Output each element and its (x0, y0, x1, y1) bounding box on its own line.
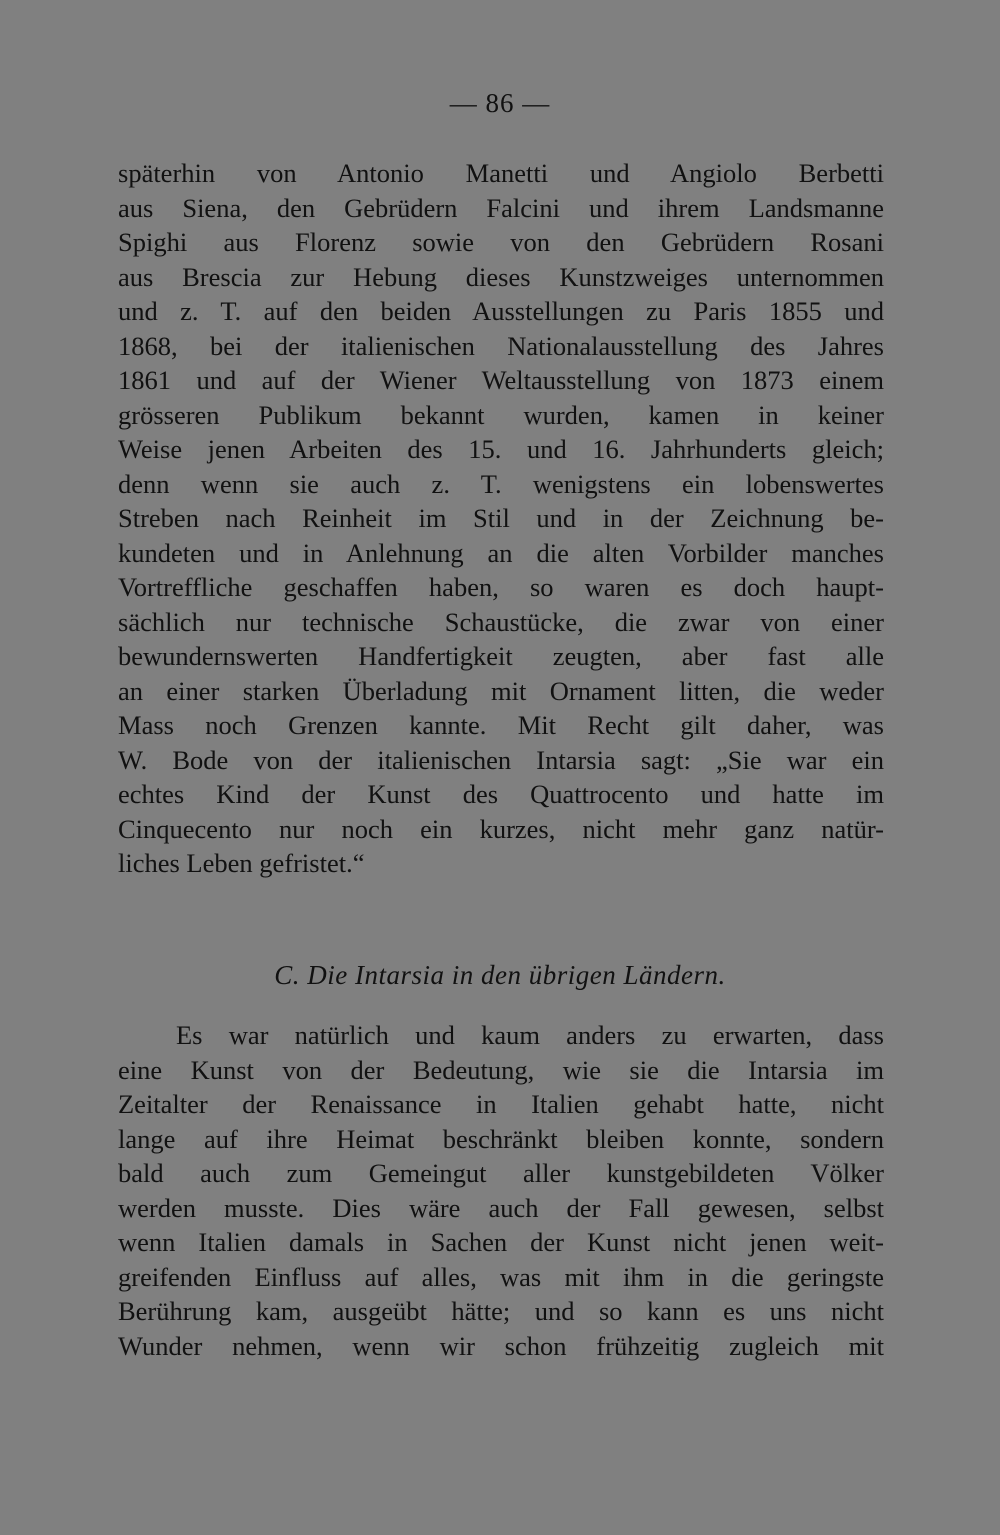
text-line: Cinquecento nur noch ein kurzes, nicht mehr ganz natür- (118, 813, 884, 844)
paragraph-2 (118, 1018, 884, 1363)
text-line: sächlich nur technische Schaustücke, die zwar von einer (118, 606, 884, 637)
text-line: und z. T. auf den beiden Ausstellungen zu Paris 1855 und (118, 296, 884, 326)
text-line: 1861 und auf der Wiener Weltausstellung von 1873 einem (118, 365, 884, 395)
text-line: 1868, bei der italienischen Nationalausstellung des Jahres (118, 330, 884, 361)
text-line: greifenden Einfluss auf alles, was mit ihm in die geringste (118, 1261, 884, 1292)
text-line: bald auch zum Gemeingut aller kunstgebildeten Völker (118, 1158, 884, 1188)
paragraph-1 (118, 156, 884, 881)
text-line: Zeitalter der Renaissance in Italien gehabt hatte, nicht (118, 1089, 884, 1119)
text-line: wenn Italien damals in Sachen der Kunst nicht jenen weit- (118, 1227, 884, 1257)
text-line: denn wenn sie auch z. T. wenigstens ein lobenswertes (118, 468, 884, 499)
text-line: bewundernswerten Handfertigkeit zeugten, aber fast alle (118, 641, 884, 671)
text-line: aus Siena, den Gebrüdern Falcini und ihrem Landsmanne (118, 192, 884, 223)
text-line: Berührung kam, ausgeübt hätte; und so kann es uns nicht (118, 1296, 884, 1326)
text-line: an einer starken Überladung mit Ornament litten, die weder (118, 675, 884, 706)
section-heading: C. Die Intarsia in den übrigen Ländern. (274, 960, 726, 990)
text-line: werden musste. Dies wäre auch der Fall gewesen, selbst (118, 1192, 884, 1223)
text-line: Vortreffliche geschaffen haben, so waren es doch haupt- (118, 572, 884, 602)
page-number: — 86 — (449, 88, 551, 118)
text-line: kundeten und in Anlehnung an die alten Vorbilder manches (118, 537, 884, 568)
text-line: aus Brescia zur Hebung dieses Kunstzweiges unternommen (118, 261, 884, 292)
text-line: späterhin von Antonio Manetti und Angiolo Berbetti (118, 158, 884, 188)
text-line: grösseren Publikum bekannt wurden, kamen in keiner (118, 399, 884, 430)
text-line: Spighi aus Florenz sowie von den Gebrüdern Rosani (118, 227, 884, 257)
text-line: echtes Kind der Kunst des Quattrocento und hatte im (118, 779, 884, 809)
text-line: Weise jenen Arbeiten des 15. und 16. Jahrhunderts gleich; (118, 434, 884, 464)
text-line: eine Kunst von der Bedeutung, wie sie die Intarsia im (118, 1054, 884, 1085)
text-line: Wunder nehmen, wenn wir schon frühzeitig zugleich mit (118, 1330, 884, 1361)
text-line: Mass noch Grenzen kannte. Mit Recht gilt daher, was (118, 710, 884, 740)
text-line: lange auf ihre Heimat beschränkt bleiben konnte, sondern (118, 1123, 884, 1154)
text-line: W. Bode von der italienischen Intarsia sagt: „Sie war ein (118, 744, 884, 775)
text-line: liches Leben gefristet.“ (118, 848, 365, 878)
text-line: Streben nach Reinheit im Stil und in der Zeichnung be- (118, 503, 884, 533)
text-line: Es war natürlich und kaum anders zu erwarten, dass (176, 1020, 884, 1050)
